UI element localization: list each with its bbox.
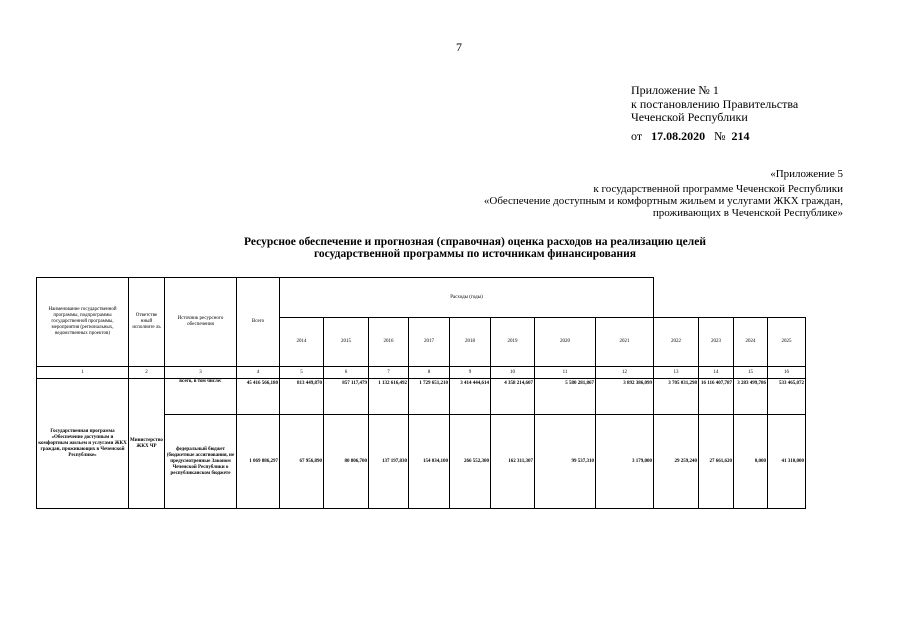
column-number: 4	[237, 367, 280, 379]
resource-table	[36, 277, 806, 509]
appendix-ref-line1: к постановлению Правительства	[631, 97, 799, 111]
appendix-number: Приложение № 1	[631, 83, 719, 97]
appendix-reference	[631, 98, 798, 124]
column-number: 6	[324, 367, 369, 379]
column-number: 15	[734, 367, 768, 379]
executor-cell: Министерство ЖКХ ЧР	[129, 379, 165, 509]
table-cell: 27 661,620	[699, 415, 734, 509]
column-number: 5	[280, 367, 324, 379]
page-number: 7	[456, 40, 462, 54]
table-cell: 0,000	[734, 415, 768, 509]
table-cell: 45 416 566,180	[237, 379, 280, 415]
table-cell: 3 179,000	[596, 415, 654, 509]
table-cell: 3 892 386,099	[596, 379, 654, 415]
year-header: 2019	[491, 318, 535, 367]
appendix-date-line	[631, 130, 750, 143]
column-number: 10	[491, 367, 535, 379]
program-ref-line3: проживающих в Чеченской Республике»	[652, 207, 843, 219]
year-header: 2020	[535, 318, 596, 367]
year-header: 2025	[768, 318, 806, 367]
year-header: 2024	[734, 318, 768, 367]
year-header: 2014	[280, 318, 324, 367]
header-expenses: Расходы (годы)	[280, 278, 654, 318]
year-header: 2021	[596, 318, 654, 367]
table-cell: 5 580 281,867	[535, 379, 596, 415]
column-number: 9	[450, 367, 491, 379]
date-prefix: от	[631, 129, 643, 143]
table-cell: 154 034,100	[409, 415, 450, 509]
year-header: 2017	[409, 318, 450, 367]
year-header: 2022	[654, 318, 699, 367]
title-line2: государственной программы по источникам финансирования	[313, 248, 637, 260]
column-number: 7	[369, 367, 409, 379]
table-cell: 4 358 214,607	[491, 379, 535, 415]
header-executor: Ответстве нный исполните ль	[129, 278, 165, 367]
program-ref-line1: к государственной программе Чеченской Республики	[593, 183, 843, 195]
header-total: Всего	[237, 278, 280, 367]
table-cell: 266 552,300	[450, 415, 491, 509]
program-name-cell: Государственная программа «Обеспечение доступным и комфортным жильем и услугами ЖКХ граждан, проживающих в Чеченской Республике»	[37, 379, 129, 509]
table-cell: 67 956,890	[280, 415, 324, 509]
table-cell: 857 117,479	[324, 379, 369, 415]
program-ref-line2: «Обеспечение доступным и комфортным жильем и услугами ЖКХ граждан,	[483, 195, 843, 207]
header-blank	[654, 278, 806, 318]
appendix-ref-line2: Чеченской Республики	[631, 110, 748, 124]
header-source: Источник ресурсного обеспечения	[165, 278, 237, 367]
column-number: 16	[768, 367, 806, 379]
table-cell: 1 729 651,210	[409, 379, 450, 415]
decree-date: 17.08.2020	[651, 129, 706, 143]
column-number: 11	[535, 367, 596, 379]
table-cell: 29 259,240	[654, 415, 699, 509]
table-cell: 533 465,072	[768, 379, 806, 415]
column-number: 12	[596, 367, 654, 379]
source-federal-cell: федеральный бюджет (бюджетные ассигнования, не предусмотренные Законом Чеченской Республики о республиканском бюджете	[165, 415, 237, 509]
program-reference	[323, 183, 843, 219]
year-header: 2023	[699, 318, 734, 367]
table-cell: 41 310,000	[768, 415, 806, 509]
table-cell: 3 705 031,298	[654, 379, 699, 415]
table-cell: 813 449,870	[280, 379, 324, 415]
table-cell: 3 283 499,786	[734, 379, 768, 415]
table-cell: 137 197,830	[369, 415, 409, 509]
table-cell: 16 116 407,787	[699, 379, 734, 415]
column-number: 2	[129, 367, 165, 379]
column-number: 13	[654, 367, 699, 379]
table-cell: 3 414 444,614	[450, 379, 491, 415]
appendix5-label: «Приложение 5	[770, 168, 843, 180]
table-cell: 99 537,310	[535, 415, 596, 509]
table-cell: 80 806,700	[324, 415, 369, 509]
document-title	[140, 236, 810, 260]
column-number: 3	[165, 367, 237, 379]
year-header: 2015	[324, 318, 369, 367]
column-number: 1	[37, 367, 129, 379]
title-line1: Ресурсное обеспечение и прогнозная (справочная) оценка расходов на реализацию целей	[244, 236, 706, 248]
header-name: Наименование государственной программы, подпрограммы государственной программы, мероприятия (региональных, ведомственных проектов)	[37, 278, 129, 367]
table-cell: 162 311,307	[491, 415, 535, 509]
column-number: 8	[409, 367, 450, 379]
number-sign: №	[714, 129, 726, 143]
year-header: 2016	[369, 318, 409, 367]
year-header: 2018	[450, 318, 491, 367]
table-cell: 1 069 886,297	[237, 415, 280, 509]
table-cell: 1 132 616,492	[369, 379, 409, 415]
column-number: 14	[699, 367, 734, 379]
decree-number: 214	[731, 129, 750, 143]
source-total-cell: всего, в том числе:	[165, 379, 237, 415]
